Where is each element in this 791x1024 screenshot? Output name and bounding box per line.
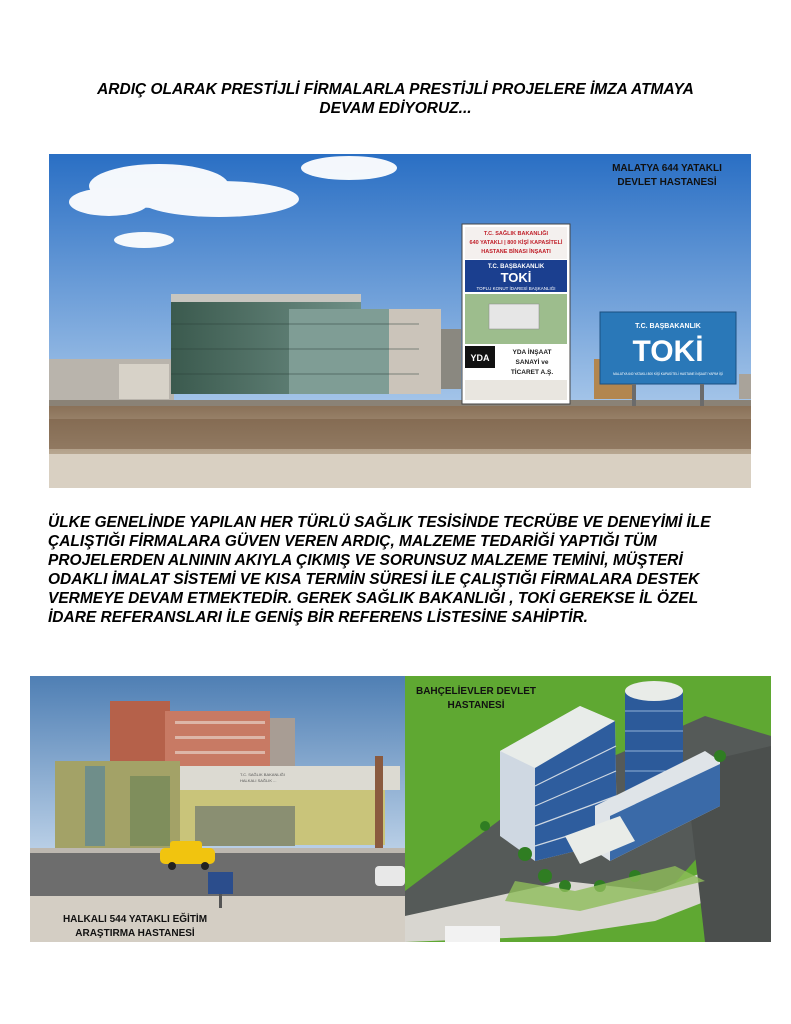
sign2-header: T.C. BAŞBAKANLIK bbox=[635, 323, 701, 330]
caption-halkali-line-2: ARAŞTIRMA HASTANESİ bbox=[75, 928, 195, 939]
bahcelievler-render bbox=[405, 676, 771, 942]
body-line-4: ODAKLI İMALAT SİSTEMİ VE KISA TERMİN SÜRESİ İLE ÇALIŞTIĞI FİRMALARA DESTEK bbox=[48, 571, 700, 588]
sign1-line-3: HASTANE BİNASI İNŞAATI bbox=[481, 249, 551, 255]
body-paragraph bbox=[48, 513, 763, 627]
sign2-small: MALATYA 640 YATAKLI 800 KİŞİ KAPASİTELİ HASTANE İNŞAATI YAPIM İŞİ bbox=[613, 372, 723, 376]
toki-yda-billboard bbox=[462, 224, 570, 404]
photo-halkali-hospital bbox=[30, 676, 405, 942]
malatya-scene bbox=[49, 154, 751, 488]
sign1-toki: TOKİ bbox=[500, 270, 532, 285]
photo-bahcelievler-hospital bbox=[405, 676, 771, 942]
halkali-scene bbox=[30, 676, 405, 942]
heading-line-2: DEVAM EDİYORUZ... bbox=[319, 100, 472, 117]
sign1-header: T.C. BAŞBAKANLIK bbox=[487, 264, 545, 270]
body-line-1: ÜLKE GENELİNDE YAPILAN HER TÜRLÜ SAĞLIK TESİSİNDE TECRÜBE VE DENEYİMİ İLE bbox=[48, 514, 711, 531]
caption-bahcelievler bbox=[412, 685, 540, 713]
caption-malatya bbox=[597, 162, 737, 190]
sign1-company-1: YDA İNŞAAT bbox=[512, 349, 552, 356]
body-line-5: VERMEYE DEVAM ETMEKTEDİR. GEREK SAĞLIK BAKANLIĞI , TOKİ GEREKSE İL ÖZEL bbox=[48, 590, 699, 607]
sign1-line-1: T.C. SAĞLIK BAKANLIĞI bbox=[483, 231, 549, 237]
sign1-sub: TOPLU KONUT İDARESİ BAŞKANLIĞI bbox=[476, 286, 556, 291]
sign1-company-2: SANAYİ ve bbox=[515, 359, 549, 366]
body-line-3: PROJELERDEN ALNININ AKIYLA ÇIKMIŞ VE SORUNSUZ MALZEME TEMİNİ, MÜŞTERİ bbox=[48, 552, 683, 569]
gate-sign-1: T.C. SAĞLIK BAKANLIĞI bbox=[240, 772, 285, 777]
page-heading bbox=[40, 80, 751, 118]
sign2-toki: TOKİ bbox=[632, 335, 704, 368]
caption-halkali-line-1: HALKALI 544 YATAKLI EĞİTİM bbox=[62, 914, 208, 925]
caption-bahcelievler-line-2: HASTANESİ bbox=[447, 700, 505, 711]
sign1-company-3: TİCARET A.Ş. bbox=[510, 369, 554, 376]
photo-malatya-hospital bbox=[49, 154, 751, 488]
sign1-line-2: 640 YATAKLI | 800 KİŞİ KAPASİTELİ bbox=[469, 240, 563, 246]
caption-halkali bbox=[40, 913, 230, 941]
body-line-2: ÇALIŞTIĞI FİRMALARA GÜVEN VEREN ARDIÇ, MALZEME TEDARİĞİ YAPTIĞI TÜM bbox=[48, 533, 657, 550]
sign1-yda: YDA bbox=[470, 353, 490, 363]
caption-malatya-line-2: DEVLET HASTANESİ bbox=[617, 177, 717, 188]
heading-line-1: ARDIÇ OLARAK PRESTİJLİ FİRMALARLA PRESTİJLİ PROJELERE İMZA ATMAYA bbox=[97, 81, 694, 98]
body-line-6: İDARE REFERANSLARI İLE GENİŞ BİR REFERENS LİSTESİNE SAHİPTİR. bbox=[48, 609, 588, 626]
caption-bahcelievler-line-1: BAHÇELİEVLER DEVLET bbox=[415, 686, 536, 697]
gate-sign-2: HALKALI SAĞLIK ... bbox=[240, 778, 277, 783]
caption-malatya-line-1: MALATYA 644 YATAKLI bbox=[612, 163, 722, 174]
